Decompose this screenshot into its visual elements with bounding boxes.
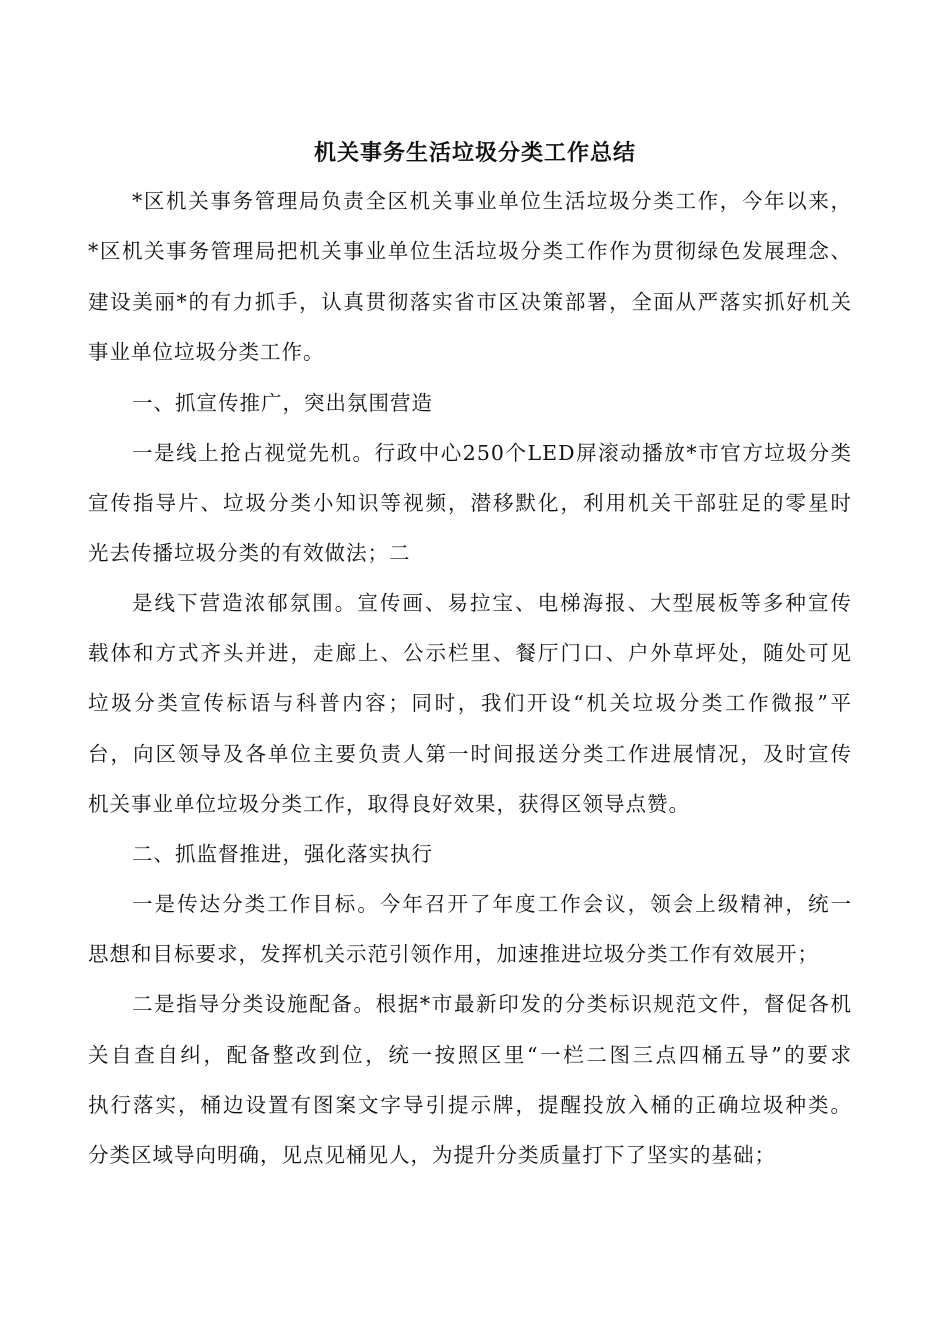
paragraph-1-line-3: 建设美丽*的有力抓手，认真贯彻落实省市区决策部署，全面从严落实抓好机关 bbox=[88, 290, 852, 314]
paragraph-5-line-4: 分类区域导向明确，见点见桶见人，为提升分类质量打下了坚实的基础； bbox=[88, 1143, 776, 1167]
paragraph-5-line-1: 二是指导分类设施配备。根据*市最新印发的分类标识规范文件，督促各机 bbox=[132, 992, 852, 1016]
section-1-heading: 一、抓宣传推广，突出氛围营造 bbox=[132, 391, 433, 415]
paragraph-3-line-2: 载体和方式齐头并进，走廊上、公示栏里、餐厅门口、户外草坪处，随处可见 bbox=[88, 641, 852, 665]
paragraph-2-line-3: 光去传播垃圾分类的有效做法；二 bbox=[88, 541, 411, 565]
paragraph-1-line-2: *区机关事务管理局把机关事业单位生活垃圾分类工作作为贯彻绿色发展理念、 bbox=[88, 239, 852, 263]
document-title: 机关事务生活垃圾分类工作总结 bbox=[313, 140, 636, 166]
paragraph-4-line-1: 一是传达分类工作目标。今年召开了年度工作会议，领会上级精神，统一 bbox=[132, 892, 852, 916]
paragraph-3-line-5: 机关事业单位垃圾分类工作，取得良好效果，获得区领导点赞。 bbox=[88, 792, 690, 816]
section-2-heading: 二、抓监督推进，强化落实执行 bbox=[132, 842, 433, 866]
paragraph-4-line-2: 思想和目标要求，发挥机关示范引领作用，加速推进垃圾分类工作有效展开； bbox=[88, 942, 819, 966]
paragraph-5-line-2: 关自查自纠，配备整改到位，统一按照区里“一栏二图三点四桶五导”的要求 bbox=[88, 1043, 852, 1067]
paragraph-1-line-1: *区机关事务管理局负责全区机关事业单位生活垃圾分类工作，今年以来， bbox=[132, 189, 852, 213]
paragraph-2-line-1: 一是线上抢占视觉先机。行政中心250个LED屏滚动播放*市官方垃圾分类 bbox=[132, 441, 852, 465]
paragraph-2-line-2: 宣传指导片、垃圾分类小知识等视频，潜移默化，利用机关干部驻足的零星时 bbox=[88, 491, 852, 515]
paragraph-5-line-3: 执行落实，桶边设置有图案文字导引提示牌，提醒投放入桶的正确垃圾种类。 bbox=[88, 1093, 852, 1117]
paragraph-3-line-1: 是线下营造浓郁氛围。宣传画、易拉宝、电梯海报、大型展板等多种宣传 bbox=[132, 591, 852, 615]
paragraph-3-line-4: 台，向区领导及各单位主要负责人第一时间报送分类工作进展情况，及时宣传 bbox=[88, 742, 852, 766]
paragraph-1-line-4: 事业单位垃圾分类工作。 bbox=[88, 340, 325, 364]
paragraph-3-line-3: 垃圾分类宣传标语与科普内容；同时，我们开设“机关垃圾分类工作微报”平 bbox=[88, 691, 852, 715]
